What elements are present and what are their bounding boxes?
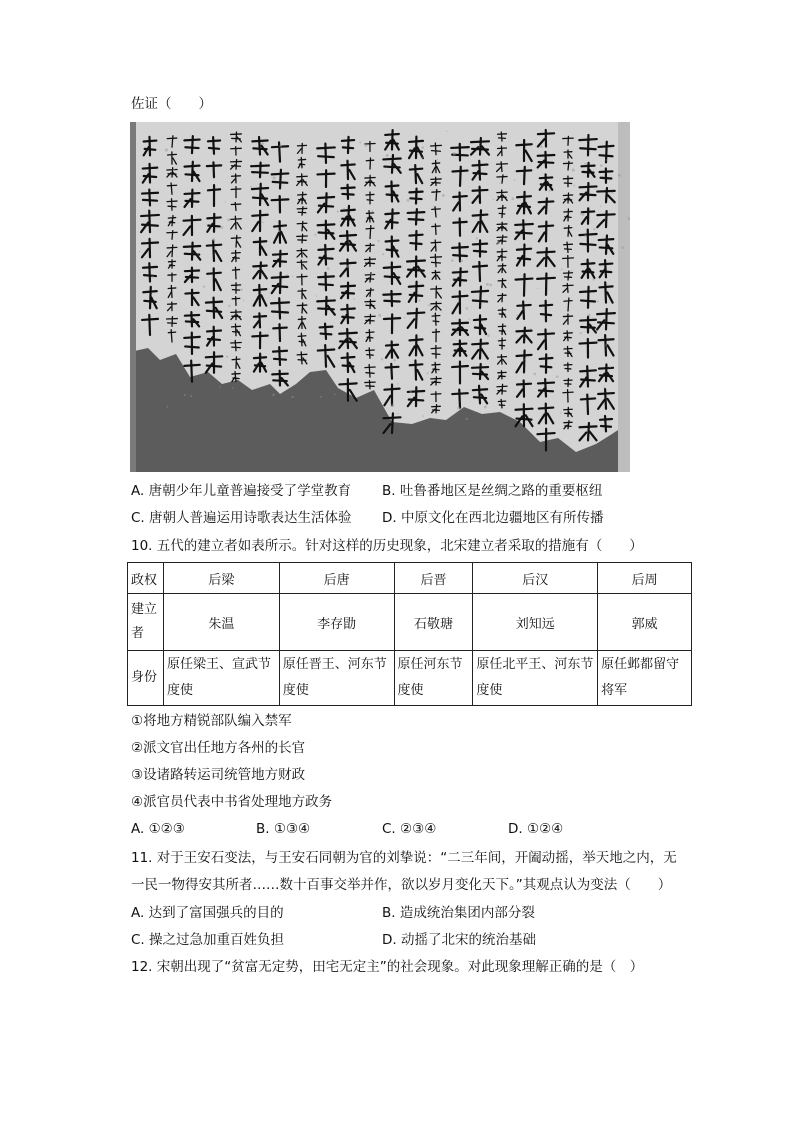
q10-statement-3: ③设诸路转运司统管地方财政 [131, 767, 306, 783]
q10-option-a[interactable]: A. ①②③ [131, 821, 185, 837]
row-header-regime: 政权 [128, 563, 164, 594]
q10-stem: 10. 五代的建立者如表所示。针对这样的历史现象，北宋建立者采取的措施有（ ） [131, 538, 643, 554]
table-cell: 原任河东节度使 [394, 651, 473, 706]
table-cell: 后晋 [394, 563, 473, 594]
manuscript-image-svg [130, 122, 630, 472]
table-cell: 后汉 [473, 563, 598, 594]
table-cell: 后唐 [279, 563, 394, 594]
row-header-founder: 建立者 [128, 594, 164, 651]
q10-statement-1: ①将地方精锐部队编入禁军 [131, 713, 292, 729]
table-cell: 原任邺都留守将军 [598, 651, 692, 706]
q10-option-c[interactable]: C. ②③④ [382, 821, 437, 837]
table-cell: 郭威 [598, 594, 692, 651]
q12-stem: 12. 宋朝出现了“贫富无定势，田宅无定主”的社会现象。对此现象理解正确的是（ ） [131, 959, 644, 975]
q9-option-c[interactable]: C. 唐朝人普遍运用诗歌表达生活体验 [131, 510, 352, 526]
table-row [128, 563, 692, 594]
q11-option-c[interactable]: C. 操之过急加重百姓负担 [131, 932, 285, 948]
table-cell: 后梁 [163, 563, 279, 594]
q10-option-b[interactable]: B. ①③④ [256, 821, 311, 837]
q9-option-a[interactable]: A. 唐朝少年儿童普遍接受了学堂教育 [131, 483, 352, 499]
regime-table [127, 562, 692, 706]
table-cell: 刘知远 [473, 594, 598, 651]
q9-option-d[interactable]: D. 中原文化在西北边疆地区有所传播 [382, 510, 604, 526]
table-cell: 石敬瑭 [394, 594, 473, 651]
table-cell: 原任北平王、河东节度使 [473, 651, 598, 706]
table-row [128, 594, 692, 651]
q10-statement-4: ④派官员代表中书省处理地方政务 [131, 794, 333, 810]
q10-statement-2: ②派文官出任地方各州的长官 [131, 740, 306, 756]
table-row [128, 651, 692, 706]
table-cell: 原任梁王、宣武节度使 [163, 651, 279, 706]
row-header-identity: 身份 [128, 651, 164, 706]
q10-option-d[interactable]: D. ①②④ [508, 821, 564, 837]
q11-option-d[interactable]: D. 动摇了北宋的统治基础 [382, 932, 536, 948]
q11-option-b[interactable]: B. 造成统治集团内部分裂 [382, 905, 535, 921]
manuscript-image [130, 122, 630, 472]
q11-stem-line-1: 11. 对于王安石变法，与王安石同朝为官的刘挚说：“二三年间，开阖动摇，举天地之内，无 [131, 850, 677, 866]
table-cell: 后周 [598, 563, 692, 594]
q9-option-b[interactable]: B. 吐鲁番地区是丝绸之路的重要枢纽 [382, 483, 603, 499]
table-cell: 朱温 [163, 594, 279, 651]
table-cell: 原任晋王、河东节度使 [279, 651, 394, 706]
q11-stem-line-2: 一民一物得安其所者……数十百事交举并作，欲以岁月变化天下。”其观点认为变法（ ） [131, 877, 672, 893]
q11-option-a[interactable]: A. 达到了富国强兵的目的 [131, 905, 284, 921]
q9-intro: 佐证（ ） [131, 96, 212, 112]
table-cell: 李存勖 [279, 594, 394, 651]
